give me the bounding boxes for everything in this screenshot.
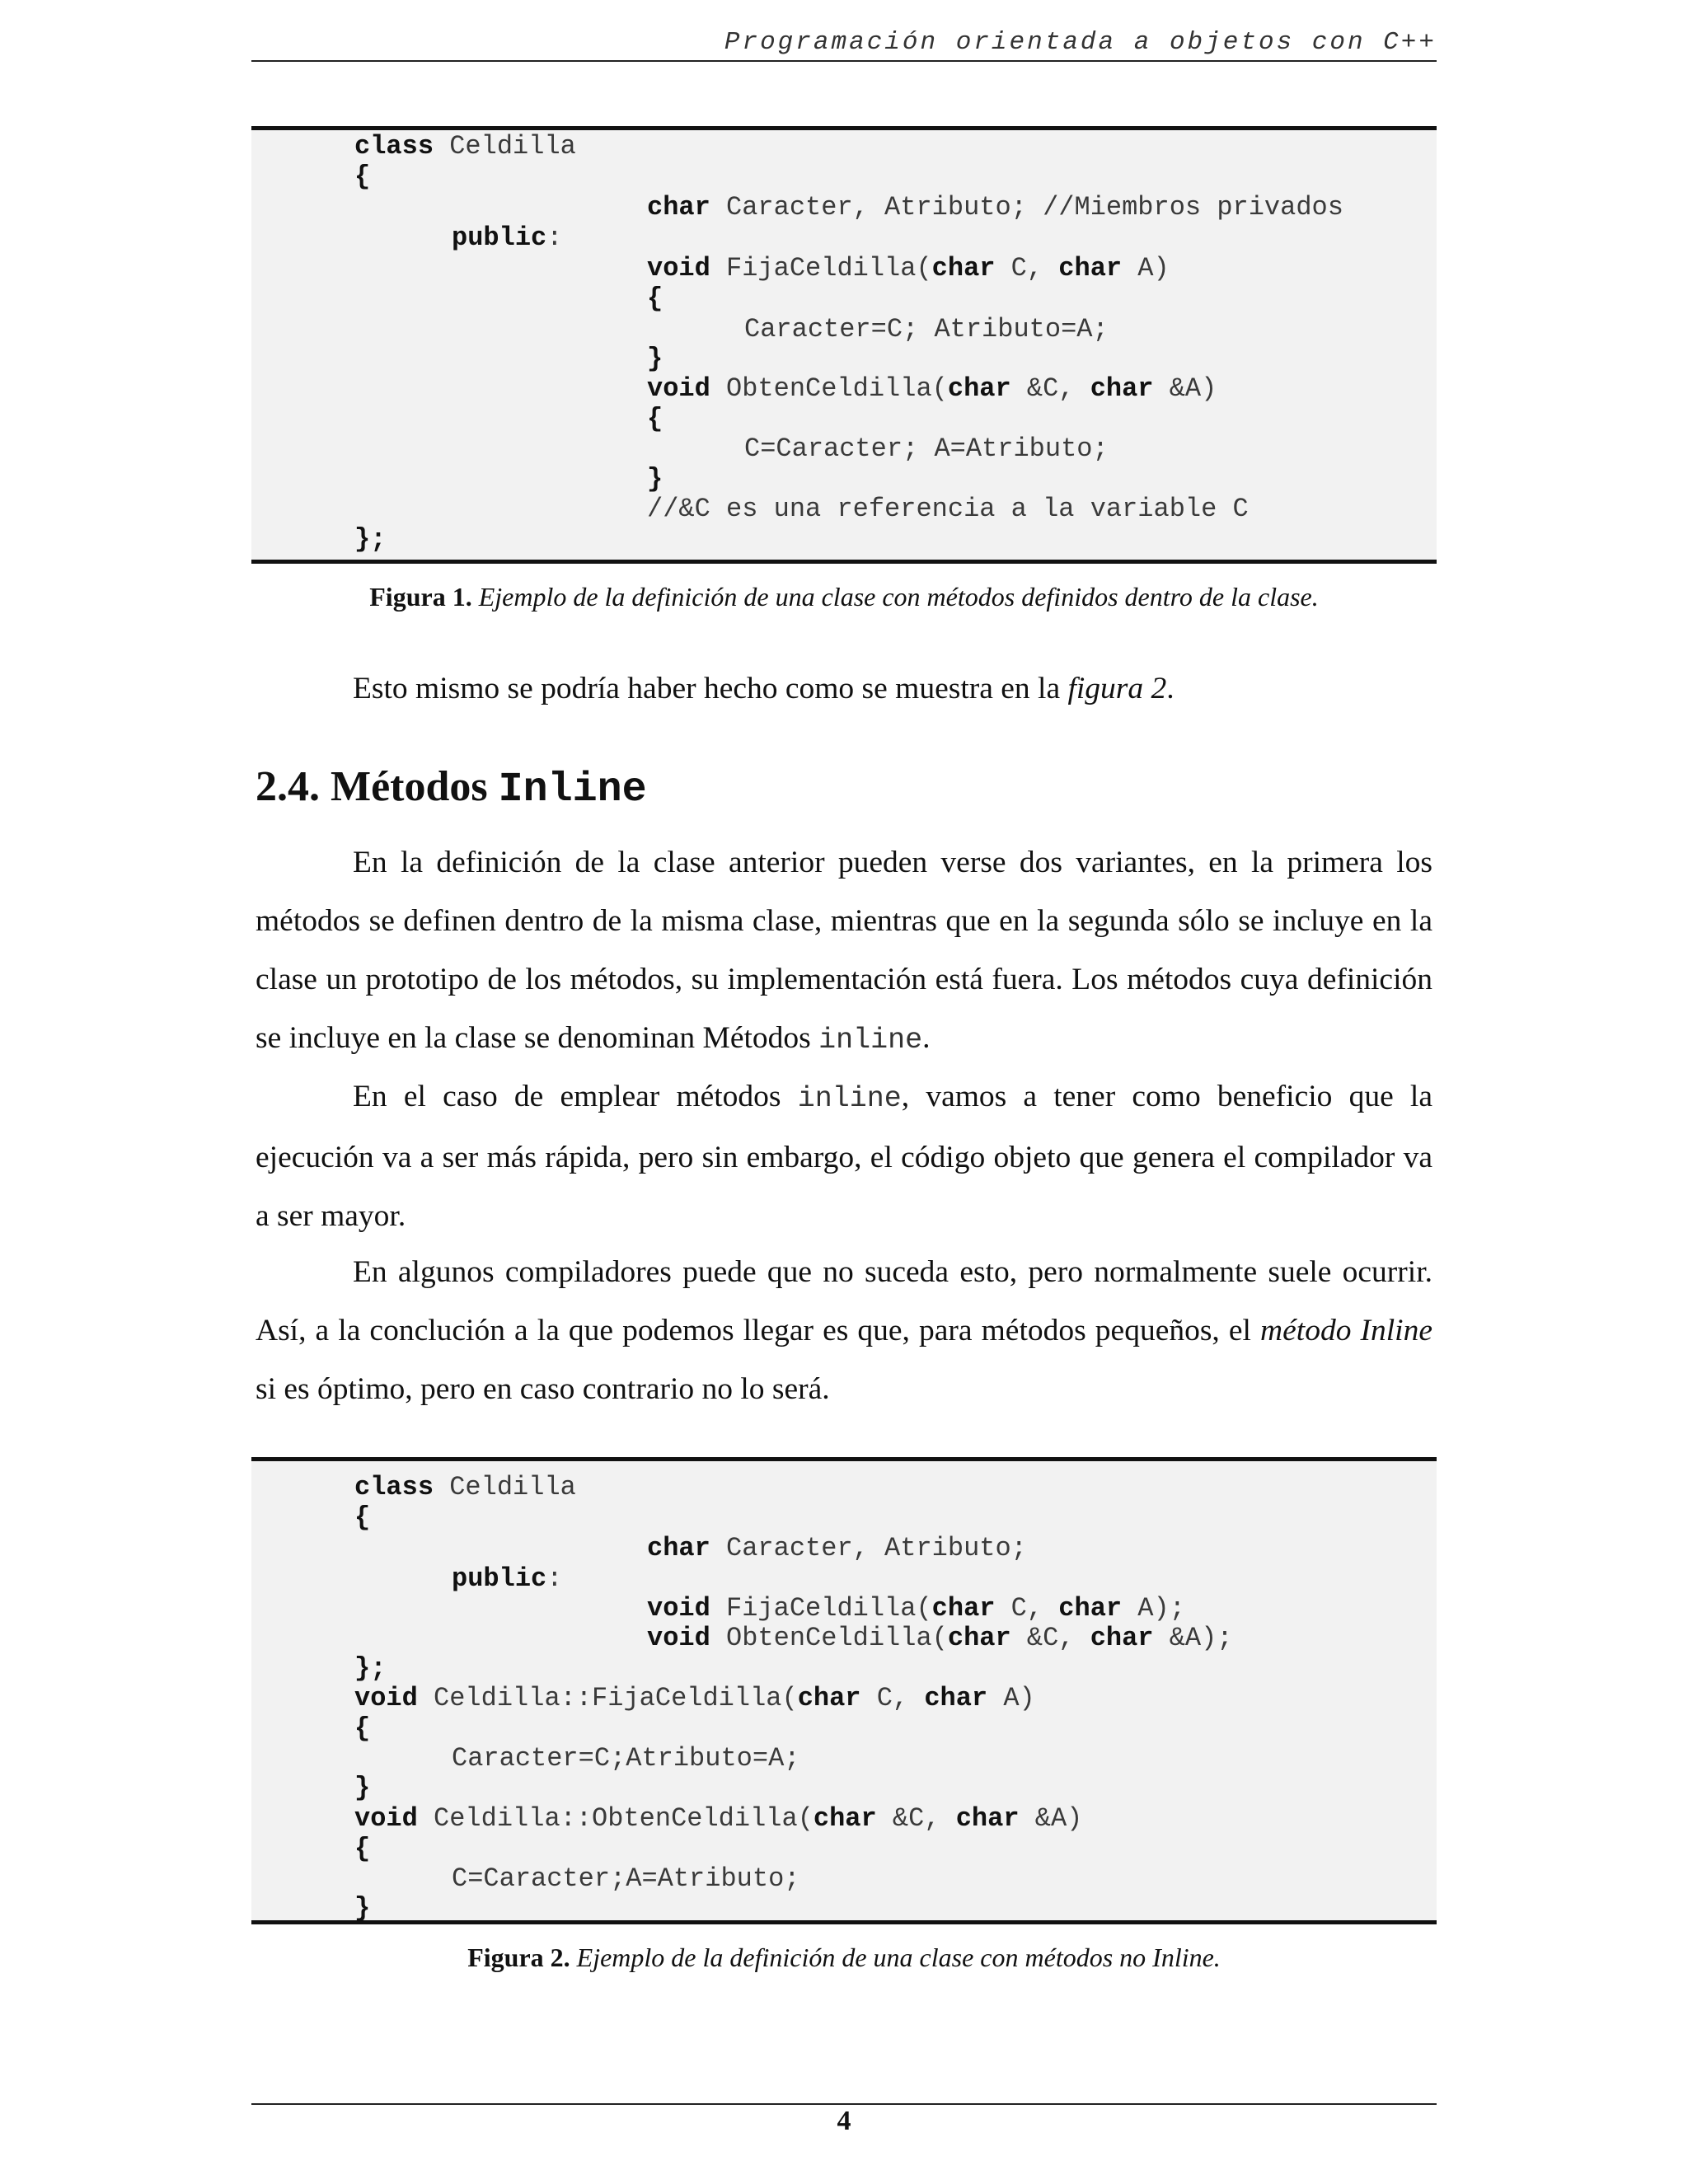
- code-line: [354, 1654, 386, 1684]
- code-line: [647, 1594, 1185, 1624]
- code-text: C,: [995, 1593, 1059, 1624]
- intro-paragraph: [256, 659, 1432, 718]
- code-line: [452, 1864, 799, 1894]
- code-text: FijaCeldilla(: [710, 1593, 932, 1624]
- code-keyword: void: [354, 1803, 418, 1834]
- code-keyword: class: [354, 1472, 434, 1502]
- code-keyword: {: [354, 1834, 371, 1864]
- code-text: Caracter, Atributo;: [710, 1533, 1027, 1563]
- code-keyword: char: [797, 1683, 861, 1713]
- code-text: Celdilla::ObtenCeldilla(: [417, 1803, 814, 1834]
- paragraph-2-code: inline: [797, 1082, 902, 1115]
- code-text: :: [546, 1563, 563, 1594]
- code-keyword: }: [647, 344, 663, 374]
- code-keyword: char: [947, 373, 1011, 404]
- code-text: C=Caracter; A=Atributo;: [744, 434, 1109, 464]
- page-number: 4: [837, 2106, 851, 2136]
- code-keyword: public: [452, 223, 547, 253]
- code-line: [647, 1624, 1233, 1653]
- code-keyword: {: [647, 404, 663, 434]
- code-line: [744, 434, 1109, 464]
- code-line: [647, 254, 1170, 284]
- code-text: :: [546, 223, 563, 253]
- section-title: 2.4. Métodos: [256, 763, 499, 810]
- paragraph-2-text: En el caso de emplear métodos: [353, 1080, 798, 1113]
- code-text: Caracter, Atributo; //Miembros privados: [710, 192, 1343, 223]
- code-text: //&C es una referencia a la variable C: [647, 494, 1249, 524]
- code-text: &C,: [1010, 373, 1090, 404]
- code-keyword: }: [647, 464, 663, 494]
- code-keyword: {: [354, 1713, 371, 1744]
- code-text: Caracter=C;Atributo=A;: [452, 1743, 800, 1774]
- figure-2-caption-text: Ejemplo de la definición de una clase con métodos no Inline.: [570, 1943, 1221, 1972]
- code-line: [354, 1774, 370, 1803]
- code-keyword: public: [452, 1563, 547, 1594]
- code-keyword: };: [354, 524, 387, 555]
- code-line: [354, 1804, 1082, 1834]
- paragraph-1-code: inline: [818, 1024, 923, 1057]
- code-text: A);: [1122, 1593, 1185, 1624]
- code-line: [354, 1503, 370, 1533]
- code-keyword: {: [354, 162, 371, 192]
- paragraph-2: [256, 1067, 1432, 1245]
- code-text: Celdilla: [434, 1472, 576, 1502]
- code-text: C,: [860, 1683, 925, 1713]
- code-keyword: char: [1058, 253, 1123, 284]
- code-line: [647, 284, 663, 314]
- paragraph-3: [256, 1243, 1432, 1418]
- code-keyword: char: [931, 1593, 996, 1624]
- code-text: Caracter=C; Atributo=A;: [744, 314, 1109, 344]
- code-line: [452, 223, 562, 253]
- code-text: C,: [995, 253, 1059, 284]
- paragraph-2-end: , vamos a tener como beneficio que la ejecución va a ser más rápida, pero sin embargo, el código objeto que genera el compilador va a ser mayor.: [256, 1080, 1432, 1233]
- code-line: [647, 1534, 1027, 1563]
- code-line: [354, 525, 386, 555]
- code-text: ObtenCeldilla(: [710, 1623, 948, 1653]
- code-keyword: char: [647, 192, 710, 223]
- code-line: [354, 1714, 370, 1744]
- figure-1-caption-text: Ejemplo de la definición de una clase con métodos definidos dentro de la clase.: [471, 582, 1319, 612]
- code-text: A): [1122, 253, 1170, 284]
- paragraph-1: [256, 833, 1432, 1070]
- code-text: &A): [1019, 1803, 1083, 1834]
- code-line: [647, 344, 663, 374]
- intro-text: Esto mismo se podría haber hecho como se muestra en la: [353, 672, 1068, 705]
- code-keyword: void: [647, 1623, 710, 1653]
- code-line: [354, 1473, 576, 1502]
- code-text: Celdilla::FijaCeldilla(: [417, 1683, 798, 1713]
- code-keyword: char: [813, 1803, 877, 1834]
- code-keyword: void: [354, 1683, 418, 1713]
- footer-rule: [251, 2103, 1437, 2105]
- running-header: Programación orientada a objetos con C++: [724, 28, 1437, 57]
- code-keyword: void: [647, 373, 710, 404]
- code-line: [354, 132, 576, 162]
- code-line: [647, 193, 1343, 223]
- code-keyword: char: [931, 253, 996, 284]
- section-heading: [256, 762, 647, 813]
- paragraph-1-end: .: [922, 1021, 931, 1055]
- figure-2-caption-label: Figura 2.: [467, 1943, 570, 1972]
- paragraph-3-text: En algunos compiladores puede que no suceda esto, pero normalmente suele ocurrir. Así, a la conclución a la que podemos llegar es que, para métodos pequeños, el: [256, 1255, 1432, 1347]
- code-keyword: char: [647, 1533, 710, 1563]
- code-line: [647, 405, 663, 434]
- header-rule: [251, 60, 1437, 62]
- section-code-word: Inline: [498, 766, 647, 813]
- paragraph-3-end: si es óptimo, pero en caso contrario no lo será.: [256, 1372, 830, 1406]
- code-text: &C,: [876, 1803, 956, 1834]
- code-keyword: }: [354, 1893, 371, 1924]
- paragraph-1-text: En la definición de la clase anterior pueden verse dos variantes, en la primera los métodos se definen dentro de la misma clase, mientras que en la segunda sólo se incluye en la clase un prototipo de los métodos, su implementación está fuera. Los métodos cuya definición se incluye en la clase se denominan Métodos: [256, 846, 1432, 1055]
- code-line: [647, 465, 663, 494]
- code-keyword: {: [647, 284, 663, 314]
- figure-reference: figura 2: [1067, 672, 1167, 705]
- code-line: [647, 494, 1249, 524]
- code-keyword: {: [354, 1502, 371, 1533]
- code-line: [354, 1835, 370, 1864]
- code-line: [354, 1894, 370, 1924]
- figure-1-caption-label: Figura 1.: [369, 582, 472, 612]
- code-keyword: };: [354, 1653, 387, 1684]
- code-line: [354, 162, 370, 192]
- code-keyword: char: [924, 1683, 988, 1713]
- code-keyword: char: [1090, 373, 1154, 404]
- code-keyword: class: [354, 131, 434, 162]
- code-line: [452, 1564, 562, 1594]
- code-text: &C,: [1010, 1623, 1090, 1653]
- code-text: &A): [1153, 373, 1217, 404]
- paragraph-3-emphasis: método Inline: [1260, 1314, 1432, 1347]
- code-line: [354, 1684, 1035, 1713]
- code-line: [647, 374, 1217, 404]
- code-keyword: void: [647, 1593, 710, 1624]
- code-text: Celdilla: [434, 131, 576, 162]
- code-keyword: char: [1058, 1593, 1123, 1624]
- code-text: C=Caracter;A=Atributo;: [452, 1863, 800, 1894]
- code-keyword: void: [647, 253, 710, 284]
- intro-end: .: [1166, 672, 1175, 705]
- code-keyword: char: [1090, 1623, 1154, 1653]
- code-text: &A);: [1153, 1623, 1233, 1653]
- code-text: FijaCeldilla(: [710, 253, 932, 284]
- code-keyword: }: [354, 1773, 371, 1803]
- figure-1-caption: [0, 582, 1688, 612]
- figure-2-caption: [0, 1943, 1688, 1973]
- code-keyword: char: [955, 1803, 1020, 1834]
- code-line: [744, 315, 1109, 344]
- code-keyword: char: [947, 1623, 1011, 1653]
- code-text: ObtenCeldilla(: [710, 373, 948, 404]
- code-line: [452, 1744, 799, 1774]
- code-text: A): [987, 1683, 1035, 1713]
